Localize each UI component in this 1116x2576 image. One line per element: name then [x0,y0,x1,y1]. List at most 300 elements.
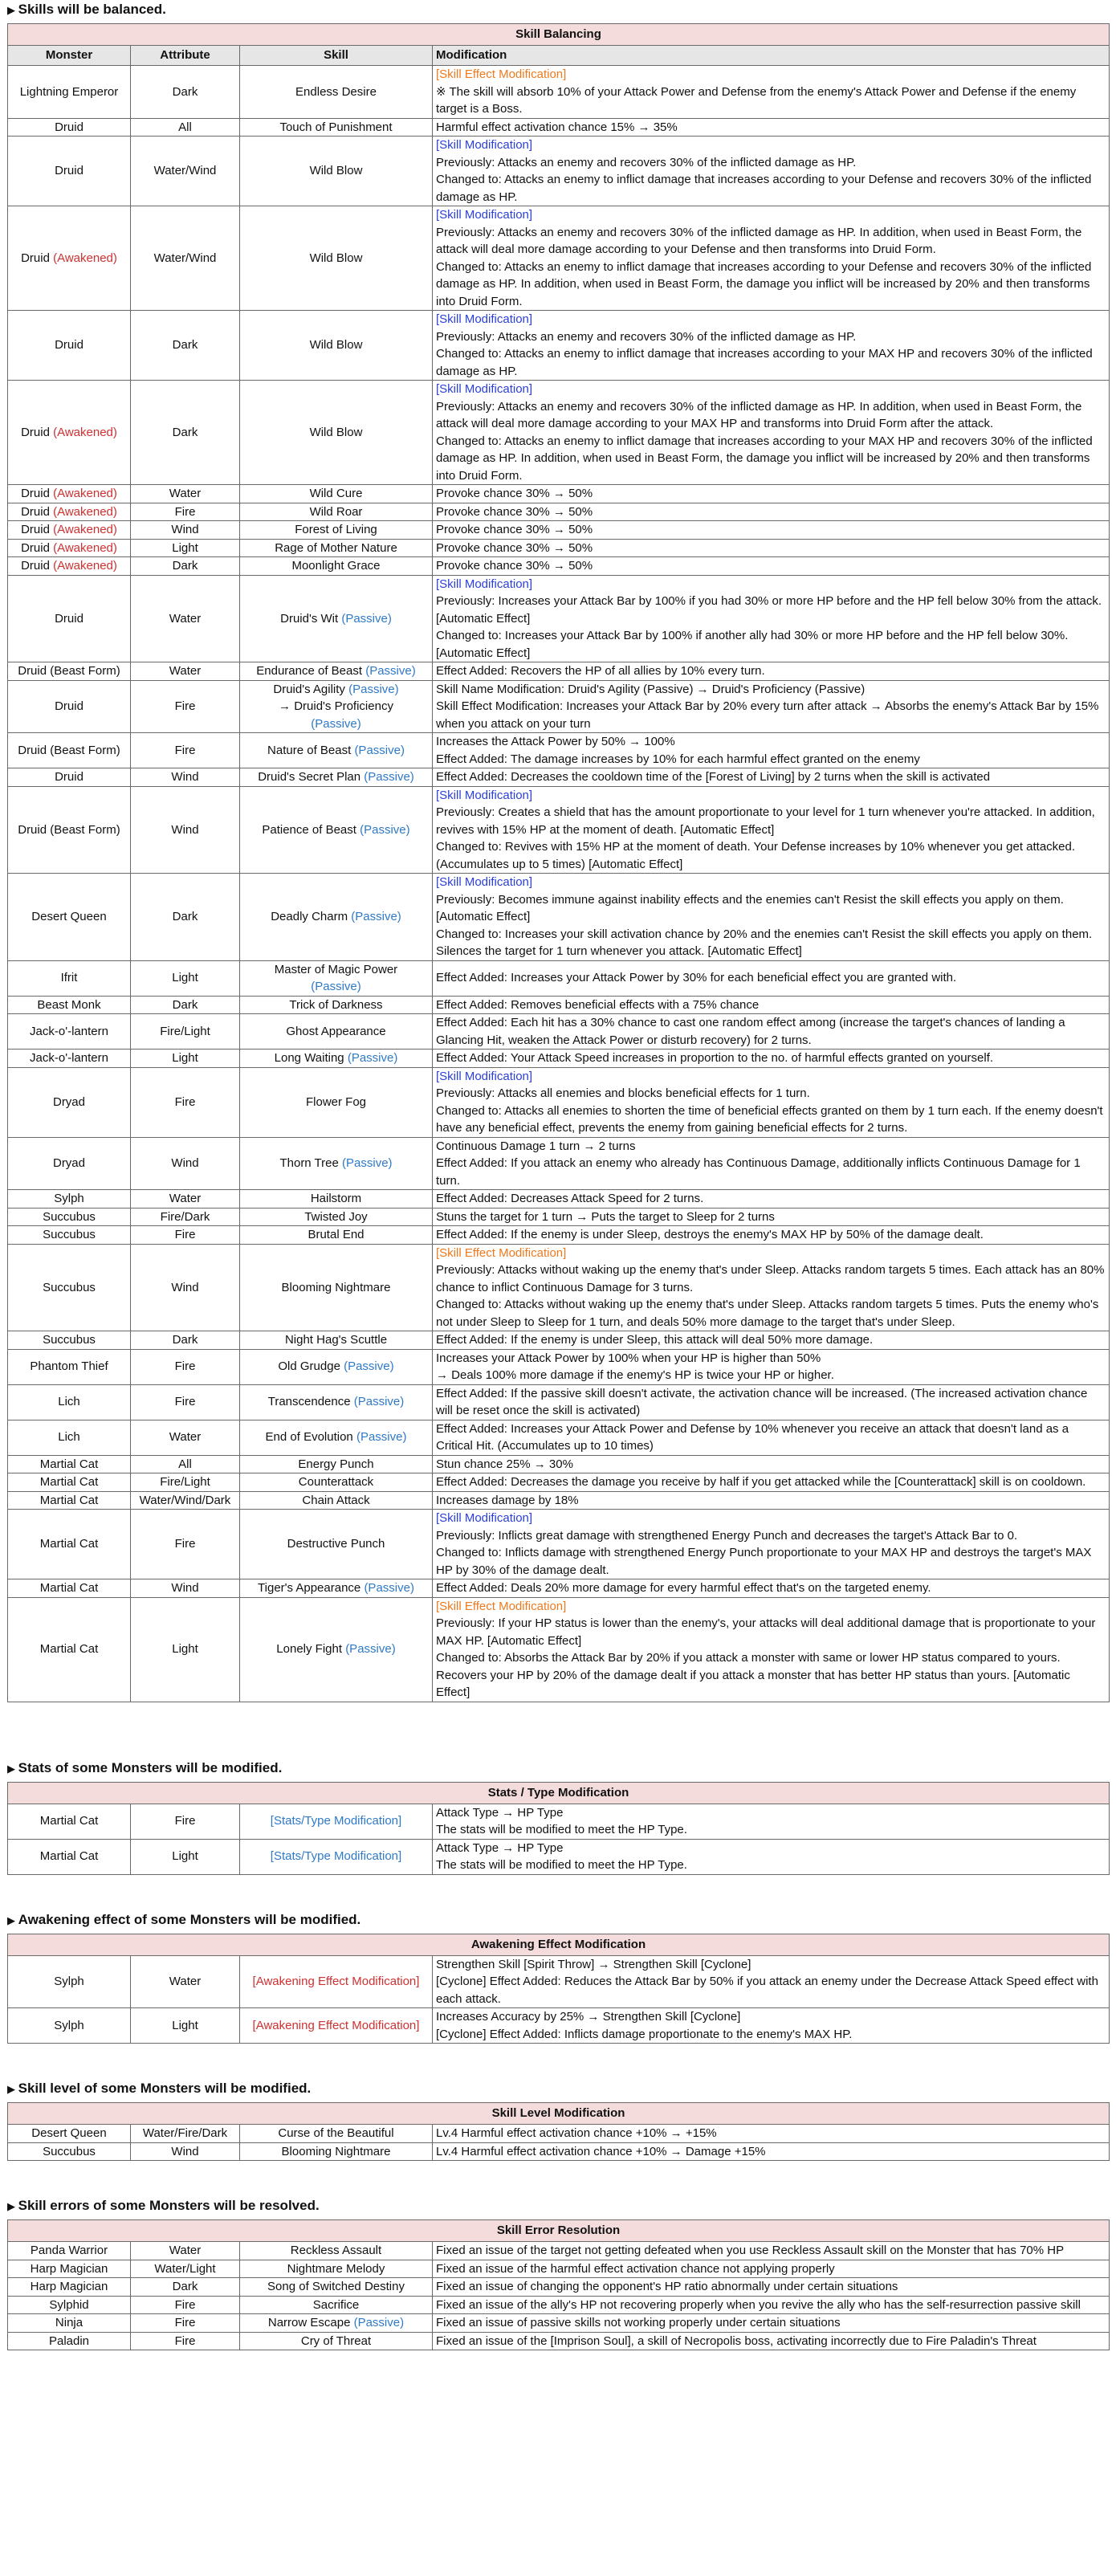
modification-line: Previously: Attacks an enemy and recovers 30% of the inflicted damage as HP. [436,329,857,344]
skill-cell [240,874,433,961]
column-header: Monster [8,46,131,66]
skill-cell [240,118,433,137]
modification-type-tag: [Skill Effect Modification] [436,1245,567,1260]
attribute-value: Fire [174,1814,196,1828]
monster-cell [8,521,131,540]
table-row [8,662,1110,681]
table-row [8,503,1110,521]
monster-cell [8,575,131,662]
section-heading-text: Skill errors of some Monsters will be resolved. [18,2198,320,2213]
modification-cell [433,1331,1110,1350]
modification-cell [433,960,1110,996]
modification-cell [433,311,1110,381]
attribute-value: Light [172,1849,198,1864]
attribute-value: Fire [174,2316,196,2329]
table-row [8,1384,1110,1420]
skill-name: Endurance of Beast [256,664,363,678]
monster-cell [8,1955,131,2008]
monster-name: Druid [55,699,83,713]
attribute-cell [131,118,240,137]
modification-cell [433,1384,1110,1420]
skill-cell [240,960,433,996]
skill-cell [240,662,433,681]
monster-name: Lich [58,1430,80,1445]
skill-cell [240,1331,433,1350]
attribute-value: Wind [171,770,199,784]
monster-cell [8,503,131,521]
modification-line: Changed to: Inflicts damage with strengthened Energy Punch proportionate to your MAX HP and destroys the target's MAX HP by 30% of the damage dealt. [436,1546,1092,1577]
modification-cell [433,1067,1110,1137]
table-caption-row [8,1934,1110,1955]
monster-name: Dryad [52,1094,85,1109]
attribute-value: Fire [174,1228,196,1241]
passive-tag: (Passive) [311,716,361,731]
monster-cell [8,1014,131,1050]
modification-cell [433,1491,1110,1510]
monster-name: Jack-o'-lantern [30,1051,108,1065]
attribute-value: Water/Wind/Dark [139,1493,231,1507]
table-row [8,1510,1110,1579]
modification-cell [433,381,1110,485]
modification-cell [433,1473,1110,1492]
section-heading-text: Awakening effect of some Monsters will be modified. [18,1911,361,1927]
skill-name: Tiger's Appearance [258,1581,361,1595]
table-row [8,680,1110,733]
monster-cell [8,1050,131,1068]
section-spacer [7,1702,1109,1759]
skill-cell [240,1579,433,1598]
modification-cell [433,521,1110,540]
table-caption: Skill Balancing [8,24,1110,46]
skill-name: Endless Desire [295,84,377,99]
section-table [7,2102,1110,2161]
modification-cell [433,662,1110,681]
attribute-value: Fire [174,743,196,757]
monster-name: Druid [55,164,83,178]
modification-cell [433,66,1110,119]
table-row [8,1491,1110,1510]
modification-line: Skill Effect Modification: Increases your Attack Bar by 20% every turn after attack → Absorbs the enemy's Attack Bar by 15% when you attack on your turn [436,699,1099,731]
modification-line: Changed to: Attacks an enemy to inflict damage that increases according to your MAX HP and recovers 30% of the inflicted damage as HP. In addition, when used in Beast Form, the damage you inflict will be increased by 20% and then transforms into Druid Form. [436,434,1093,483]
skill-name: Flower Fog [305,1094,367,1109]
passive-tag: (Passive) [345,1642,396,1657]
attribute-value: Light [172,971,198,985]
skill-name: Curse of the Beautiful [278,2126,394,2140]
modification-cell [433,206,1110,311]
skill-name: Ghost Appearance [286,1024,386,1038]
monster-name: Druid [55,611,83,626]
modification-line: Previously: Attacks an enemy and recovers 30% of the inflicted damage as HP. In addition, when used in Beast Form, the attack will deal more damage according to your MAX HP and transforms into Druid Form after the attack. [436,399,1082,430]
table-row [8,996,1110,1014]
attribute-value: Fire [174,699,196,713]
skill-name: Wild Roar [309,504,363,519]
attribute-value: Water [169,664,202,678]
modification-line: Lv.4 Harmful effect activation chance +10% → Damage +15% [436,2144,766,2158]
table-row [8,768,1110,787]
modification-cell [433,680,1110,733]
modification-cell [433,575,1110,662]
modification-type-tag: [Skill Modification] [436,577,533,591]
skill-name: Lonely Fight [276,1642,343,1657]
modification-type-tag: [Skill Modification] [436,1511,533,1525]
monster-cell [8,1473,131,1492]
monster-name: Desert Queen [31,910,107,923]
monster-name: Martial Cat [39,1475,99,1489]
section-spacer [7,2161,1109,2196]
monster-name: Harp Magician [30,2280,108,2293]
skill-name: Blooming Nightmare [281,2144,391,2158]
table-row [8,311,1110,381]
modification-line: Increases damage by 18% [436,1493,579,1507]
attribute-cell [131,2278,240,2297]
table-caption: Stats / Type Modification [8,1782,1110,1804]
modification-line: Fixed an issue of passive skills not working properly under certain situations [436,2316,841,2329]
monster-name: Lightning Emperor [19,84,119,99]
section-heading-text: Skill level of some Monsters will be modified. [18,2081,312,2096]
attribute-cell [131,1579,240,1598]
modification-cell [433,2242,1110,2260]
modification-cell [433,1420,1110,1455]
attribute-value: All [178,120,192,134]
skill-cell [240,1473,433,1492]
modification-cell [433,1955,1110,2008]
attribute-value: Light [172,2018,198,2032]
modification-line: Effect Added: If you attack an enemy who already has Continuous Damage, additionally inflicts Continuous Damage for 1 turn. [436,1156,1081,1188]
awakening-tag: [Awakening Effect Modification] [252,1975,420,1988]
modification-line: Effect Added: Removes beneficial effects with a 75% chance [436,997,760,1012]
monster-name: Martial Cat [39,1581,99,1595]
modification-line: Previously: Inflicts great damage with strengthened Energy Punch and decreases the target's Attack Bar to 0. [436,1528,1018,1543]
skill-cell [240,1839,433,1874]
modification-cell [433,1190,1110,1209]
modification-line: Previously: Creates a shield that has the amount proportionate to your level for 1 turn whenever you're attacked. In addition, revives with 15% HP at the moment of death. [Automatic Effect] [436,805,1095,837]
attribute-cell [131,786,240,874]
monster-cell [8,1244,131,1331]
modification-cell [433,786,1110,874]
modification-line: Previously: Attacks without waking up the enemy that's under Sleep. Attacks random targets 5 times. Each attack has an 80% chance to inflict Continuous Damage for 3 turns. [436,1263,1105,1294]
table-row [8,206,1110,311]
awakening-tag: [Awakening Effect Modification] [252,2018,420,2032]
table-row [8,1579,1110,1598]
modification-cell [433,503,1110,521]
modification-line: Provoke chance 30% → 50% [436,504,593,519]
monster-name: Druid [55,338,83,353]
skill-cell [240,206,433,311]
modification-type-tag: [Skill Modification] [436,208,533,222]
attribute-cell [131,680,240,733]
skill-cell [240,2142,433,2161]
monster-cell [8,2278,131,2297]
modification-cell [433,2260,1110,2278]
monster-name: Succubus [43,1228,96,1241]
modification-line: → Deals 100% more damage if the enemy's HP is twice your HP or higher. [436,1368,834,1382]
attribute-cell [131,66,240,119]
modification-line: Attack Type → HP Type [436,1840,564,1855]
attribute-value: Wind [171,2144,199,2158]
attribute-value: Dark [172,84,198,99]
modification-cell [433,137,1110,206]
skill-cell [240,557,433,576]
monster-cell [8,206,131,311]
modification-line: Fixed an issue of the harmful effect activation chance not applying properly [436,2261,835,2276]
modification-cell [433,1804,1110,1839]
passive-tag: (Passive) [348,682,399,696]
modification-line: Effect Added: Deals 20% more damage for every harmful effect that's on the targeted enemy. [436,1581,931,1595]
attribute-cell [131,381,240,485]
attribute-cell [131,1208,240,1226]
modification-line: Changed to: Attacks an enemy to inflict damage that increases according to your Defense and recovers 30% of the inflicted damage as HP. [436,173,1092,204]
attribute-value: Dark [172,910,198,923]
skill-cell [240,786,433,874]
modification-line: Effect Added: If the enemy is under Sleep, destroys the enemy's MAX HP by 50% of the damage dealt. [436,1228,984,1241]
monster-cell [8,557,131,576]
skill-name: Destructive Punch [287,1537,385,1551]
attribute-cell [131,1420,240,1455]
modification-line: Harmful effect activation chance 15% → 35% [436,120,678,134]
modification-line: Provoke chance 30% → 50% [436,540,593,555]
skill-cell [240,1226,433,1245]
monster-cell [8,1331,131,1350]
section-spacer [7,1875,1109,1910]
attribute-value: Fire/Dark [160,1209,210,1224]
modification-cell [433,874,1110,961]
attribute-cell [131,1455,240,1473]
table-row [8,1067,1110,1137]
modification-line: Changed to: Attacks all enemies to shorten the time of beneficial effects granted on them by 1 turn each. If the enemy doesn't have any beneficial effect, prevents the enemy from gaining beneficial effects for 2 turns. [436,1103,1103,1135]
modification-line: Skill Name Modification: Druid's Agility (Passive) → Druid's Proficiency (Passive) [436,682,866,696]
attribute-cell [131,539,240,557]
section-heading-text: Stats of some Monsters will be modified. [18,1759,283,1775]
attribute-value: Water [169,1192,202,1205]
modification-line: Strengthen Skill [Spirit Throw] → Strengthen Skill [Cyclone] [436,1957,751,1971]
monster-name: Druid [21,540,50,555]
table-row [8,1190,1110,1209]
attribute-value: Fire/Light [160,1024,210,1038]
modification-line: Previously: Attacks an enemy and recovers 30% of the inflicted damage as HP. [436,155,857,169]
skill-cell [240,503,433,521]
monster-name: Martial Cat [39,1457,99,1471]
passive-tag: (Passive) [353,1395,405,1409]
table-row [8,2125,1110,2143]
modification-cell [433,2332,1110,2350]
skill-cell [240,1190,433,1209]
skill-name: Brutal End [308,1228,365,1241]
attribute-cell [131,996,240,1014]
attribute-cell [131,1014,240,1050]
skill-name: Druid's Wit [280,611,339,626]
skill-name: Thorn Tree [279,1156,339,1170]
attribute-cell [131,2242,240,2260]
triangle-bullet-icon: ▶ [7,1762,18,1775]
monster-cell [8,2332,131,2350]
skill-name: Wild Cure [309,487,363,500]
table-row [8,1137,1110,1190]
attribute-cell [131,137,240,206]
modification-line: ※ The skill will absorb 10% of your Attack Power and Defense from the enemy's Attack Power and Defense if the enemy target is a Boss. [436,84,1077,116]
modification-line: Increases Accuracy by 25% → Strengthen Skill [Cyclone] [436,2010,741,2024]
skill-name: Master of Magic Power [274,962,398,976]
table-row [8,733,1110,768]
attribute-value: Water [169,2244,202,2257]
monster-cell [8,960,131,996]
table-row [8,1455,1110,1473]
modification-line: Previously: Increases your Attack Bar by 100% if you had 30% or more HP before and the HP fell below 30% from the attack. [Automatic Effect] [436,594,1102,626]
modification-line: Previously: Attacks an enemy and recovers 30% of the inflicted damage as HP. In addition, when used in Beast Form, the attack will deal more damage according to your Defense and then transforms into Druid Form. [436,225,1082,256]
modification-cell [433,485,1110,503]
modification-line: Effect Added: Increases your Attack Power and Defense by 10% whenever you receive an attack that doesn't land as a Critical Hit. (Accumulates up to 10 times) [436,1421,1069,1453]
monster-name: Lich [58,1395,80,1409]
modification-cell [433,2278,1110,2297]
awakened-tag: (Awakened) [53,425,117,439]
monster-name: Druid (Beast Form) [18,743,120,757]
section-heading [7,1910,1109,1929]
passive-tag: (Passive) [354,743,405,757]
modification-line: Previously: If your HP status is lower than the enemy's, your attacks will deal additional damage that is proportionate to your MAX HP. [Automatic Effect] [436,1616,1096,1648]
modification-line: Effect Added: Decreases the cooldown time of the [Forest of Living] by 2 turns when the skill is activated [436,770,991,784]
modification-cell [433,1349,1110,1384]
monster-name: Sylph [54,1975,84,1988]
attribute-value: Dark [172,338,198,353]
monster-name: Succubus [43,2144,96,2158]
triangle-bullet-icon: ▶ [7,4,18,16]
monster-cell [8,1384,131,1420]
monster-cell [8,1208,131,1226]
monster-cell [8,118,131,137]
passive-tag: (Passive) [341,611,392,626]
modification-cell [433,1208,1110,1226]
skill-name: End of Evolution [265,1430,353,1445]
modification-type-tag: [Skill Modification] [436,788,533,802]
modification-line: Effect Added: Each hit has a 30% chance to cast one random effect among (increase the target's chances of landing a Glancing Hit, weaken the Attack Power or disturb recovery) for 2 turns. [436,1016,1065,1047]
stats-type-tag: [Stats/Type Modification] [270,1814,402,1828]
skill-name: Moonlight Grace [291,559,381,573]
table-row [8,1208,1110,1226]
modification-cell [433,118,1110,137]
attribute-value: Dark [172,997,198,1012]
table-row [8,1473,1110,1492]
skill-name: Deadly Charm [271,910,348,923]
table-row [8,2332,1110,2350]
table-row [8,485,1110,503]
modification-cell [433,539,1110,557]
skill-cell [240,1050,433,1068]
passive-tag: (Passive) [351,910,401,923]
skill-cell [240,485,433,503]
modification-line: [Cyclone] Effect Added: Inflicts damage proportionate to the enemy's MAX HP. [436,2027,853,2041]
modification-type-tag: [Skill Effect Modification] [436,67,567,81]
attribute-cell [131,2142,240,2161]
skill-cell [240,768,433,787]
skill-name: Trick of Darkness [289,997,383,1012]
section-table [7,23,1110,1702]
skill-cell [240,2296,433,2314]
monster-name: Druid [55,120,83,134]
modification-line: Previously: Attacks all enemies and blocks beneficial effects for 1 turn. [436,1086,810,1100]
monster-name: Martial Cat [39,1849,99,1864]
modification-cell [433,1226,1110,1245]
skill-cell [240,2278,433,2297]
attribute-cell [131,960,240,996]
modification-line: Effect Added: Increases your Attack Power by 30% for each beneficial effect you are granted with. [436,971,957,985]
skill-cell [240,680,433,733]
skill-name: Twisted Joy [304,1209,368,1224]
modification-line: Fixed an issue of the [Imprison Soul], a skill of Necropolis boss, activating incorrectly due to Fire Paladin's Threat [436,2333,1037,2348]
triangle-bullet-icon: ▶ [7,2200,18,2212]
table-row [8,874,1110,961]
monster-cell [8,2242,131,2260]
modification-cell [433,733,1110,768]
table-caption-row [8,1782,1110,1804]
attribute-value: All [178,1457,192,1471]
skill-name: Nightmare Melody [287,2261,385,2276]
attribute-cell [131,1384,240,1420]
modification-line: [Cyclone] Effect Added: Reduces the Attack Bar by 50% if you attack an enemy under the Decrease Attack Speed effect with each attack. [436,1975,1098,2006]
awakened-tag: (Awakened) [53,559,117,573]
section-heading [7,2196,1109,2215]
attribute-value: Dark [172,559,198,573]
monster-name: Succubus [43,1209,96,1224]
attribute-value: Wind [171,1156,199,1170]
modification-line: Continuous Damage 1 turn → 2 turns [436,1139,636,1153]
skill-name: Druid's Secret Plan [258,770,361,784]
attribute-cell [131,1597,240,1702]
monster-name: Druid [21,559,50,573]
table-row [8,1226,1110,1245]
triangle-bullet-icon: ▶ [7,2083,18,2095]
attribute-value: Light [172,1642,198,1657]
table-row [8,521,1110,540]
modification-cell [433,1244,1110,1331]
skill-name: Chain Attack [302,1493,370,1507]
attribute-value: Fire [174,2297,196,2312]
monster-cell [8,1190,131,1209]
modification-line: Fixed an issue of the target not getting defeated when you use Reckless Assault skill on the Monster that has 70% HP [436,2244,1065,2257]
attribute-cell [131,1955,240,2008]
monster-name: Martial Cat [39,1814,99,1828]
modification-cell [433,1579,1110,1598]
modification-type-tag: [Skill Modification] [436,138,533,152]
attribute-cell [131,521,240,540]
monster-cell [8,1597,131,1702]
monster-cell [8,2125,131,2143]
column-header: Modification [433,46,1110,66]
skill-cell [240,575,433,662]
table-row [8,1349,1110,1384]
monster-cell [8,2008,131,2044]
monster-name: Druid [21,425,50,439]
modification-line: Attack Type → HP Type [436,1805,564,1820]
skill-cell [240,2008,433,2044]
attribute-cell [131,503,240,521]
skill-cell [240,733,433,768]
skill-name: Cry of Threat [300,2333,372,2348]
table-header-row [8,46,1110,66]
monster-name: Druid (Beast Form) [18,822,120,837]
awakened-tag: (Awakened) [53,251,117,265]
modification-type-tag: [Skill Modification] [436,1069,533,1083]
monster-name: Jack-o'-lantern [30,1024,108,1038]
monster-name: Phantom Thief [30,1359,108,1374]
modification-cell [433,996,1110,1014]
modification-cell [433,2142,1110,2161]
modification-type-tag: [Skill Modification] [436,382,533,396]
skill-cell [240,1455,433,1473]
modification-line: Changed to: Attacks an enemy to inflict damage that increases according to your MAX HP and recovers 30% of the inflicted damage as HP. [436,347,1093,378]
attribute-value: Water [169,487,202,500]
skill-cell [240,1137,433,1190]
skill-name: Night Hag's Scuttle [284,1333,388,1347]
skill-name: Reckless Assault [290,2244,382,2257]
